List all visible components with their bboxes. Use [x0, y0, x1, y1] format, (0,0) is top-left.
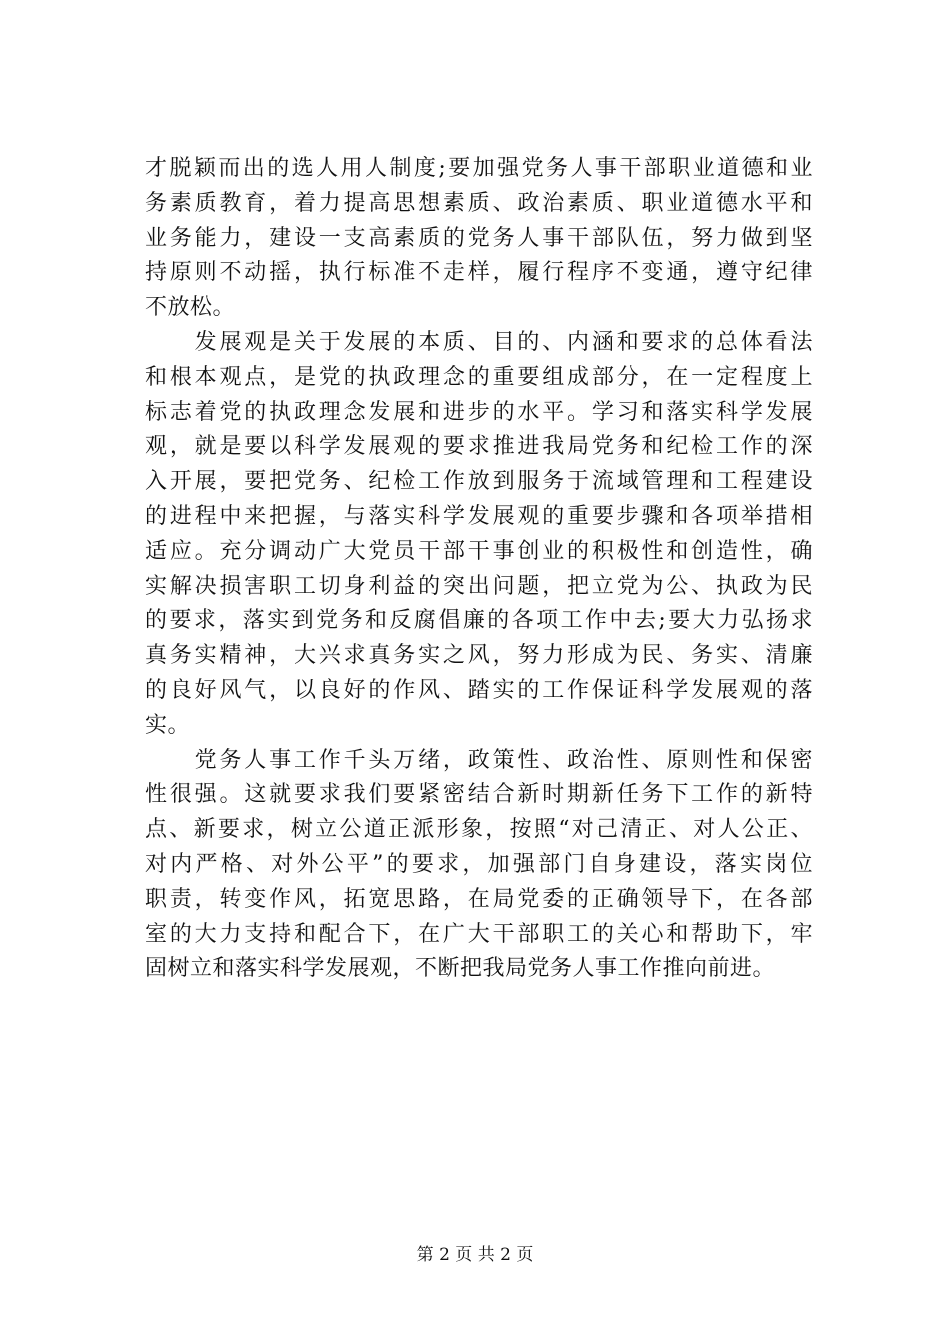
text-line: 党务人事工作千头万绪，政策性、政治性、原则性和保密: [145, 747, 813, 773]
text-line: 实解决损害职工切身利益的突出问题，把立党为公、执政为民: [145, 573, 813, 599]
text-line: 的进程中来把握，与落实科学发展观的重要步骤和各项举措相: [145, 503, 813, 529]
text-line: 务素质教育，着力提高思想素质、政治素质、职业道德水平和: [145, 190, 813, 216]
text-line: 的要求，落实到党务和反腐倡廉的各项工作中去;要大力弘扬求: [145, 608, 813, 634]
document-body: [145, 152, 813, 987]
text-line: 发展观是关于发展的本质、目的、内涵和要求的总体看法: [145, 329, 813, 355]
text-line: 业务能力，建设一支高素质的党务人事干部队伍，努力做到坚: [145, 225, 813, 251]
text-line: 持原则不动摇，执行标准不走样，履行程序不变通，遵守纪律: [145, 260, 813, 286]
text-line: 的良好风气，以良好的作风、踏实的工作保证科学发展观的落: [145, 677, 813, 703]
text-line: 点、新要求，树立公道正派形象，按照“对己清正、对人公正、: [145, 817, 813, 843]
text-line: 对内严格、对外公平”的要求，加强部门自身建设，落实岗位: [145, 851, 813, 877]
text-line: 性很强。这就要求我们要紧密结合新时期新任务下工作的新特: [145, 782, 813, 808]
text-line: 观，就是要以科学发展观的要求推进我局党务和纪检工作的深: [145, 434, 813, 460]
text-line: 真务实精神，大兴求真务实之风，努力形成为民、务实、清廉: [145, 643, 813, 669]
page-number-footer: 第 2 页 共 2 页: [416, 1245, 534, 1265]
paragraph-2: [145, 326, 813, 744]
text-line: 室的大力支持和配合下，在广大干部职工的关心和帮助下，牢: [145, 921, 813, 947]
text-line: 适应。充分调动广大党员干部干事创业的积极性和创造性，确: [145, 538, 813, 564]
paragraph-1: [145, 152, 813, 326]
paragraph-3: [145, 744, 813, 988]
text-line: 职责，转变作风，拓宽思路，在局党委的正确领导下，在各部: [145, 886, 813, 912]
text-line: 才脱颖而出的选人用人制度;要加强党务人事干部职业道德和业: [145, 156, 813, 181]
text-line: 和根本观点，是党的执政理念的重要组成部分，在一定程度上: [145, 364, 813, 390]
text-line: 实。: [145, 712, 191, 738]
text-line: 不放松。: [145, 295, 236, 321]
text-line: 入开展，要把党务、纪检工作放到服务于流域管理和工程建设: [145, 469, 813, 495]
text-line: 固树立和落实科学发展观，不断把我局党务人事工作推向前进。: [145, 956, 776, 982]
text-line: 标志着党的执政理念发展和进步的水平。学习和落实科学发展: [145, 399, 813, 425]
